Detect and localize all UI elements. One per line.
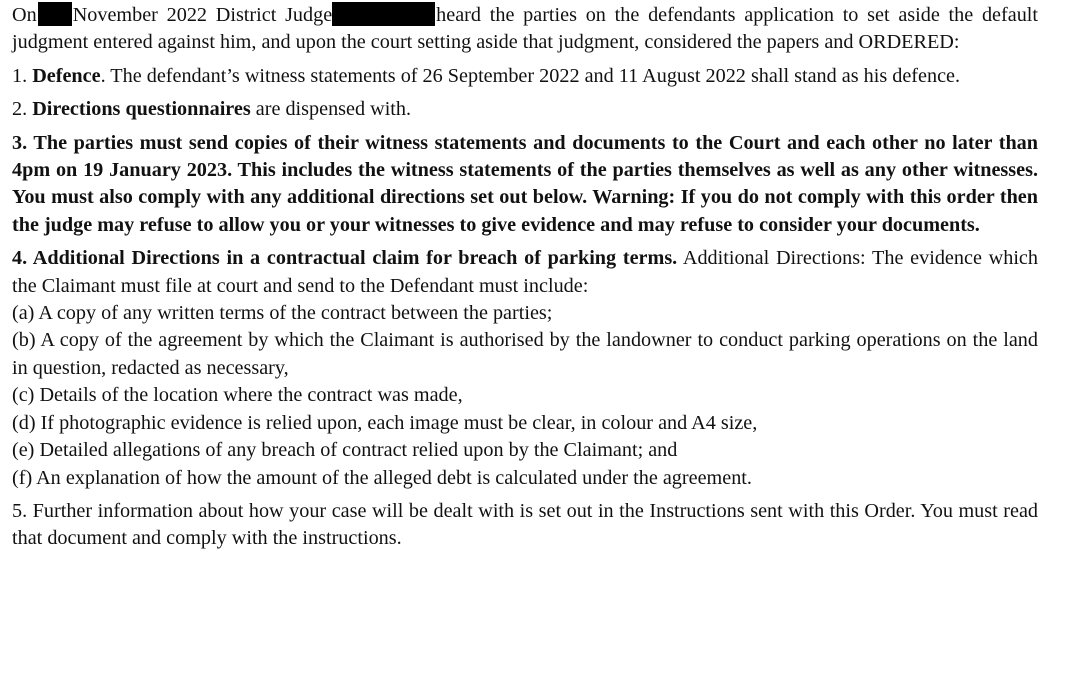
intro-date-judge: November 2022 District Judge (72, 4, 333, 26)
item1-heading: Defence (32, 64, 101, 87)
order-item-5: 5. Further information about how your case will be dealt with is set out in the Instructions sent with this Order. You must read that document and comply with the instructions. (12, 499, 1038, 550)
court-order-document (12, 2, 1038, 553)
subitem-e: (e) Detailed allegations of any breach of contract relied upon by the Claimant; and (12, 439, 678, 462)
subitem-a: (a) A copy of any written terms of the contract between the parties; (12, 302, 553, 325)
redaction-date (38, 2, 72, 26)
item4-heading: 4. Additional Directions in a contractual claim for breach of parking terms. (12, 247, 678, 270)
subitem-f: (f) An explanation of how the amount of the alleged debt is calculated under the agreement. (12, 466, 752, 489)
item3-text: 3. The parties must send copies of their witness statements and documents to the Court and each other no later than 4pm on 19 January 2023. This includes the witness statements of the parties themselves as well as any other witnesses. You must also comply with any additional directions set out below. Warning: If you do not comply with this order then the judge may refuse to allow you or your witnesses to give evidence and may refuse to consider your documents. (12, 131, 1038, 236)
item2-number: 2. (12, 98, 28, 121)
subitem-b: (b) A copy of the agreement by which the Claimant is authorised by the landowner to conduct parking operations on the land in question, redacted as necessary, (12, 329, 1038, 379)
intro-on: On (12, 4, 37, 26)
intro-paragraph (12, 2, 1038, 57)
intro-rest: heard the parties on the defendants application to set aside the default judgment entered against him, and upon the court setting aside that judgment, considered the papers and ORDERED: (12, 4, 1039, 54)
order-item-2 (12, 96, 1038, 123)
order-item-4 (12, 245, 1038, 300)
subitem-c: (c) Details of the location where the contract was made, (12, 384, 463, 407)
item4-text: Additional Directions: The evidence which the Claimant must file at court and send to the Defendant must include: (12, 247, 1038, 297)
redaction-judge-name (332, 2, 435, 26)
item2-heading: Directions questionnaires (32, 98, 251, 121)
subitem-d: (d) If photographic evidence is relied upon, each image must be clear, in colour and A4 size, (12, 411, 758, 434)
item1-number: 1. (12, 64, 28, 87)
order-item-3 (12, 130, 1038, 240)
order-item-1 (12, 63, 1038, 90)
item1-text: . The defendant’s witness statements of 26 September 2022 and 11 August 2022 shall stand as his defence. (100, 64, 961, 87)
item2-text: are dispensed with. (250, 98, 412, 121)
